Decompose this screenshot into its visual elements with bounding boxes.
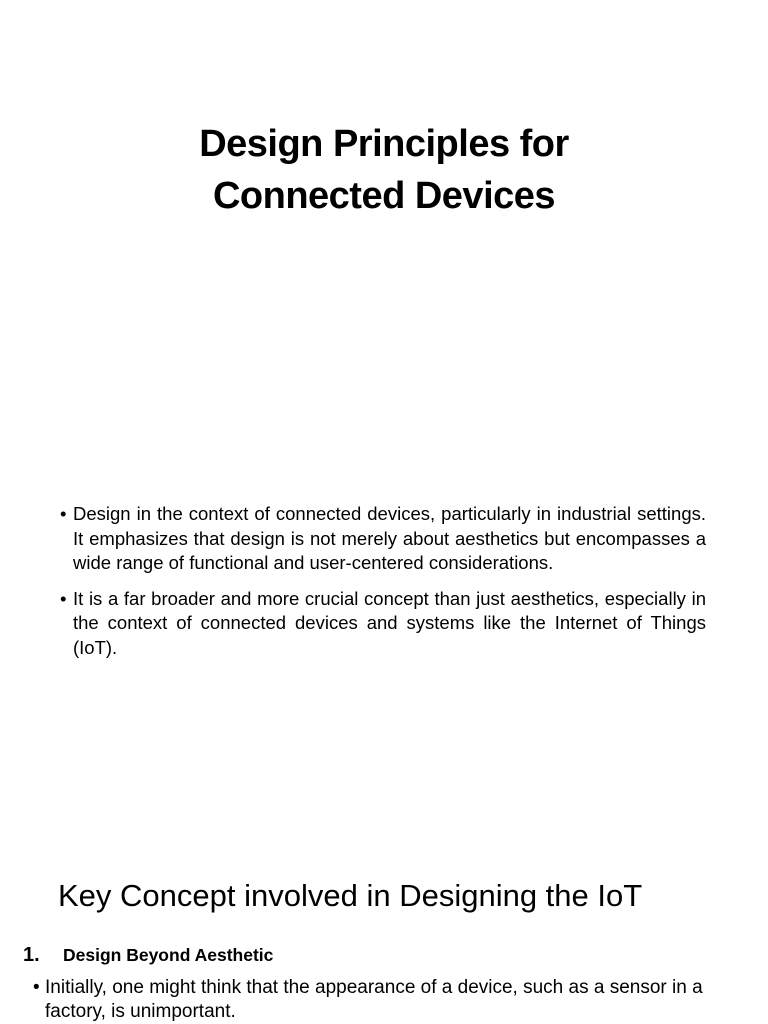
concept-bullet-text: Initially, one might think that the appearance of a device, such as a sensor in a factory, is unimportant. <box>45 977 703 1022</box>
bullet-icon: • <box>60 587 67 609</box>
overview-bullet-text: It is a far broader and more crucial concept than just aesthetics, especially in the context of connected devices and systems like the Internet of Things (IoT). <box>73 587 706 658</box>
key-concepts-slide <box>0 852 768 1024</box>
overview-bullet-2 <box>60 587 706 661</box>
overview-bullet-1 <box>60 502 706 576</box>
overview-slide <box>0 432 768 852</box>
bullet-icon: • <box>33 977 40 998</box>
overview-bullet-text: Design in the context of connected devices, particularly in industrial settings. It emphasizes that design is not merely about aesthetics but encompasses a wide range of functional and user-centered considerations. <box>73 503 706 573</box>
overview-bullet-list <box>60 502 706 671</box>
concept-bullet-1 <box>33 976 733 1024</box>
slide-title <box>0 118 768 222</box>
concept-heading-1 <box>23 942 273 968</box>
concept-bullet-list <box>33 976 733 1024</box>
slide-title-line-2: Connected Devices <box>212 175 556 217</box>
concept-number: 1. <box>23 944 40 966</box>
bullet-icon: • <box>60 503 67 524</box>
key-concepts-heading: Key Concept involved in Designing the IoT <box>58 878 643 913</box>
slide-title-line-1: Design Principles for <box>199 123 569 165</box>
title-slide <box>0 0 768 432</box>
concept-title: Design Beyond Aesthetic <box>63 945 274 965</box>
